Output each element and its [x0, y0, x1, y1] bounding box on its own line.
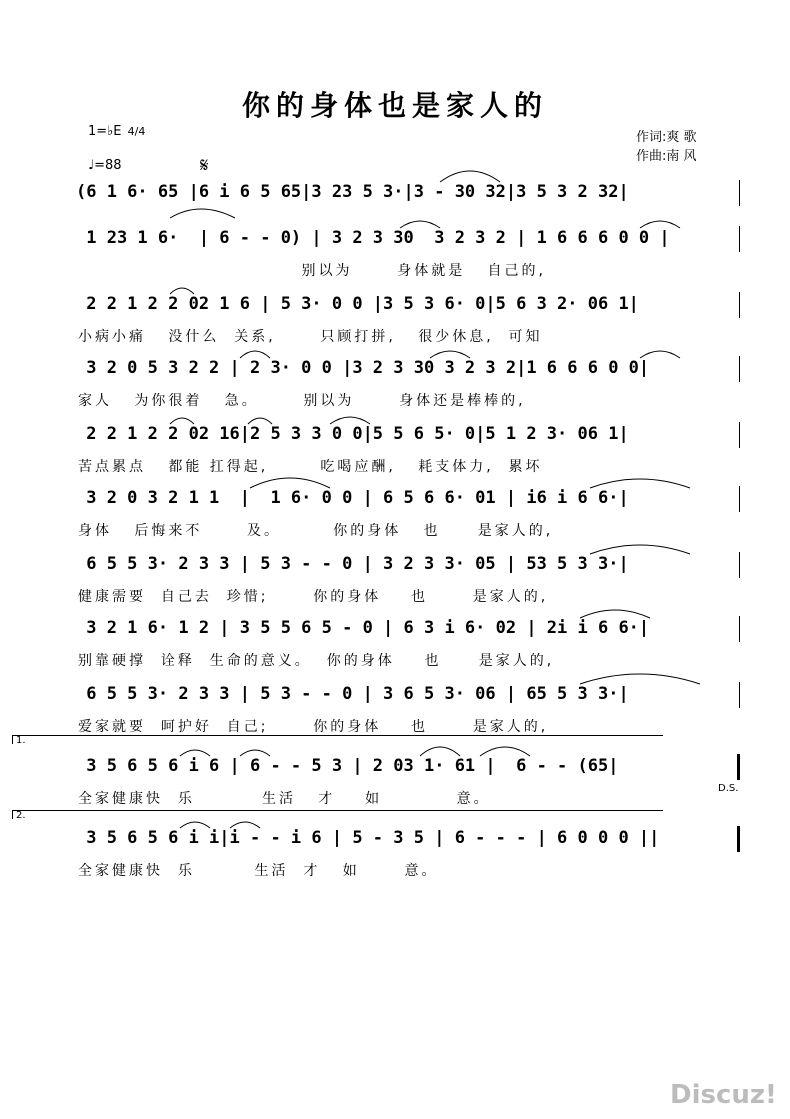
- volta-bracket-1: [12, 735, 663, 744]
- final-barline: [737, 826, 740, 852]
- credits-block: [636, 128, 697, 166]
- barline: [739, 180, 740, 206]
- watermark-logo: Discuz!: [670, 1080, 777, 1110]
- barline: [739, 422, 740, 448]
- volta-label-2: 2.: [16, 810, 26, 821]
- notation-line: 2 2 1 2 2 02 16|2 5 3 3 0 0|5 5 6 5· 0|5 1 2 3· 06 1|: [76, 424, 629, 444]
- barline: [739, 226, 740, 252]
- volta-label-1: 1.: [16, 735, 26, 746]
- slur: [170, 209, 235, 218]
- lyrics-line: 健康需要 自己去 珍惜; 你的身体 也 是家人的,: [78, 589, 549, 605]
- notation-line: (6 1 6· 65 |6 i 6 5 65|3 23 5 3·|3 - 30 32|3 5 3 2 32|: [76, 182, 629, 202]
- repeat-barline: [737, 754, 740, 780]
- lyrics-line: 别靠硬撑 诠释 生命的意义。 你的身体 也 是家人的,: [78, 653, 555, 669]
- tempo-marking: ♩=88: [88, 158, 122, 173]
- barline: [739, 616, 740, 642]
- song-title: 你的身体也是家人的: [241, 89, 548, 122]
- segno-sign: 𝄋: [200, 153, 209, 177]
- lyrics-line: 身体 后悔来不 及。 你的身体 也 是家人的,: [78, 523, 554, 539]
- notation-line: 2 2 1 2 2 02 1 6 | 5 3· 0 0 |3 5 3 6· 0|5 6 3 2· 06 1|: [76, 294, 639, 314]
- lyrics-line: 小病小痛 没什么 关系, 只顾打拼, 很少休息, 可知: [78, 329, 543, 345]
- barline: [739, 356, 740, 382]
- lyrics-line: 全家健康快 乐 生活 才 如 意。: [78, 863, 439, 879]
- composer-credit: 作曲:南 风: [636, 149, 697, 164]
- dal-segno-marking: D.S.: [718, 783, 739, 794]
- lyrics-line: 别以为 身体就是 自己的,: [78, 263, 547, 279]
- notation-line: 3 2 1 6· 1 2 | 3 5 5 6 5 - 0 | 6 3 i 6· 02 | 2i i 6 6·|: [76, 618, 650, 638]
- barline: [739, 292, 740, 318]
- lyricist-credit: 作词:爽 歌: [636, 130, 697, 145]
- notation-line: 6 5 5 3· 2 3 3 | 5 3 - - 0 | 3 6 5 3· 06 | 65 5 3 3·|: [76, 684, 629, 704]
- key-signature: 1=♭E: [88, 124, 122, 139]
- lyrics-line: 苦点累点 都能 扛得起, 吃喝应酬, 耗支体力, 累坏: [78, 459, 543, 475]
- notation-line: 3 5 6 5 6 i i|i - - i 6 | 5 - 3 5 | 6 - - - | 6 0 0 0 ||: [76, 828, 660, 848]
- notation-line: 3 2 0 5 3 2 2 | 2 3· 0 0 |3 2 3 30 3 2 3 2|1 6 6 6 0 0|: [76, 358, 650, 378]
- notation-line: 3 5 6 5 6 i 6 | 6 - - 5 3 | 2 03 1· 61 | 6 - - (65|: [76, 756, 619, 776]
- notation-line: 3 2 0 3 2 1 1 | 1 6· 0 0 | 6 5 6 6· 01 | i6 i 6 6·|: [76, 488, 629, 508]
- lyrics-line: 家人 为你很着 急。 别以为 身体还是棒棒的,: [78, 393, 526, 409]
- notation-line: 6 5 5 3· 2 3 3 | 5 3 - - 0 | 3 2 3 3· 05 | 53 5 3 3·|: [76, 554, 629, 574]
- notation-line: 1 23 1 6· | 6 - - 0) | 3 2 3 30 3 2 3 2 | 1 6 6 6 0 0 |: [76, 228, 670, 248]
- lyrics-line: 爱家就要 呵护好 自己; 你的身体 也 是家人的,: [78, 719, 549, 735]
- lyrics-line: 全家健康快 乐 生活 才 如 意。: [78, 791, 491, 807]
- barline: [739, 552, 740, 578]
- barline: [739, 682, 740, 708]
- key-tempo-block: [88, 124, 145, 174]
- volta-bracket-2: [12, 810, 663, 819]
- barline: [739, 486, 740, 512]
- time-signature: 4/4: [127, 125, 146, 138]
